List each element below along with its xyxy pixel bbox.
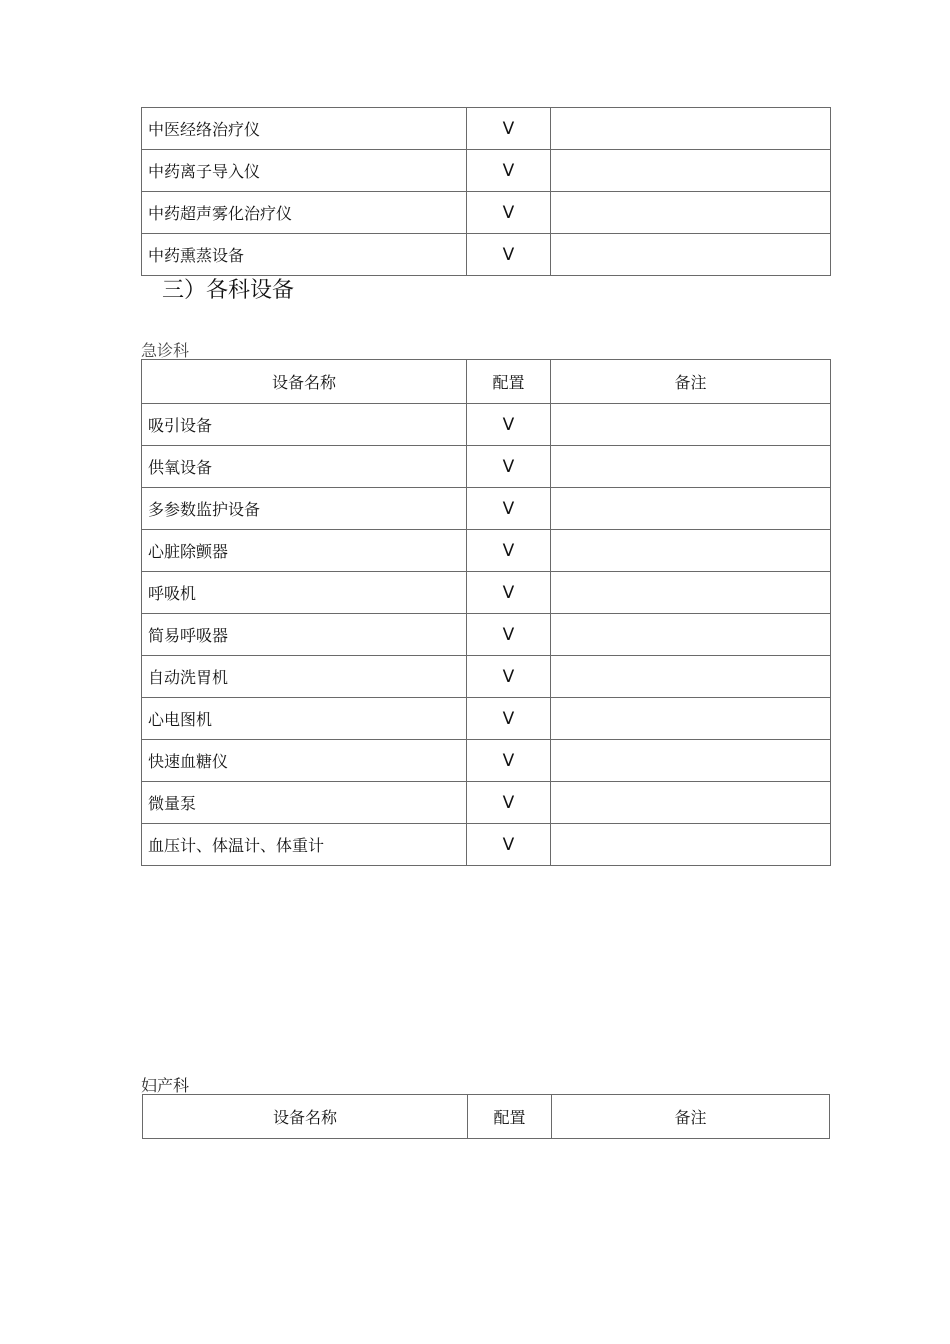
config-check-cell: V <box>467 740 551 782</box>
note-cell <box>551 234 831 276</box>
config-check-cell: V <box>467 656 551 698</box>
column-header-name: 设备名称 <box>143 1095 468 1139</box>
equipment-name-cell: 中药熏蒸设备 <box>142 234 467 276</box>
config-check-cell: V <box>467 108 551 150</box>
column-header-config: 配置 <box>467 360 551 404</box>
note-cell <box>551 572 831 614</box>
equipment-name-cell: 中医经络治疗仪 <box>142 108 467 150</box>
table-header-row <box>143 1095 830 1139</box>
config-check-cell: V <box>467 488 551 530</box>
config-check-cell: V <box>467 614 551 656</box>
note-cell <box>551 698 831 740</box>
column-header-note: 备注 <box>552 1095 830 1139</box>
table-header-row <box>142 360 831 404</box>
equipment-name-cell: 吸引设备 <box>142 404 467 446</box>
note-cell <box>551 446 831 488</box>
table-row <box>142 108 831 150</box>
note-cell <box>551 150 831 192</box>
note-cell <box>551 404 831 446</box>
note-cell <box>551 656 831 698</box>
column-header-name: 设备名称 <box>142 360 467 404</box>
equipment-name-cell: 快速血糖仪 <box>142 740 467 782</box>
note-cell <box>551 782 831 824</box>
table-row <box>142 698 831 740</box>
config-check-cell: V <box>467 782 551 824</box>
config-check-cell: V <box>467 824 551 866</box>
equipment-name-cell: 心脏除颤器 <box>142 530 467 572</box>
config-check-cell: V <box>467 446 551 488</box>
table-row <box>142 488 831 530</box>
note-cell <box>551 530 831 572</box>
note-cell <box>551 740 831 782</box>
equipment-table-emergency <box>141 359 831 866</box>
column-header-note: 备注 <box>551 360 831 404</box>
note-cell <box>551 488 831 530</box>
config-check-cell: V <box>467 404 551 446</box>
note-cell <box>551 108 831 150</box>
note-cell <box>551 192 831 234</box>
config-check-cell: V <box>467 572 551 614</box>
equipment-table-continued <box>141 107 831 276</box>
table-row <box>142 404 831 446</box>
department-label-obstetrics: 妇产科 <box>141 1076 190 1095</box>
equipment-name-cell: 简易呼吸器 <box>142 614 467 656</box>
equipment-name-cell: 呼吸机 <box>142 572 467 614</box>
equipment-name-cell: 自动洗胃机 <box>142 656 467 698</box>
config-check-cell: V <box>467 530 551 572</box>
department-label-emergency: 急诊科 <box>141 341 190 360</box>
note-cell <box>551 824 831 866</box>
note-cell <box>551 614 831 656</box>
table-row <box>142 446 831 488</box>
table-row <box>142 740 831 782</box>
table-row <box>142 614 831 656</box>
config-check-cell: V <box>467 192 551 234</box>
equipment-name-cell: 中药超声雾化治疗仪 <box>142 192 467 234</box>
config-check-cell: V <box>467 234 551 276</box>
equipment-name-cell: 多参数监护设备 <box>142 488 467 530</box>
table-row <box>142 150 831 192</box>
table-row <box>142 234 831 276</box>
equipment-name-cell: 供氧设备 <box>142 446 467 488</box>
column-header-config: 配置 <box>468 1095 552 1139</box>
table-row <box>142 782 831 824</box>
equipment-name-cell: 微量泵 <box>142 782 467 824</box>
equipment-name-cell: 心电图机 <box>142 698 467 740</box>
equipment-name-cell: 血压计、体温计、体重计 <box>142 824 467 866</box>
config-check-cell: V <box>467 150 551 192</box>
section-heading: 三）各科设备 <box>162 278 295 303</box>
table-row <box>142 656 831 698</box>
table-row <box>142 824 831 866</box>
table-row <box>142 530 831 572</box>
equipment-table-obstetrics <box>142 1094 830 1139</box>
table-row <box>142 572 831 614</box>
config-check-cell: V <box>467 698 551 740</box>
equipment-name-cell: 中药离子导入仪 <box>142 150 467 192</box>
table-row <box>142 192 831 234</box>
